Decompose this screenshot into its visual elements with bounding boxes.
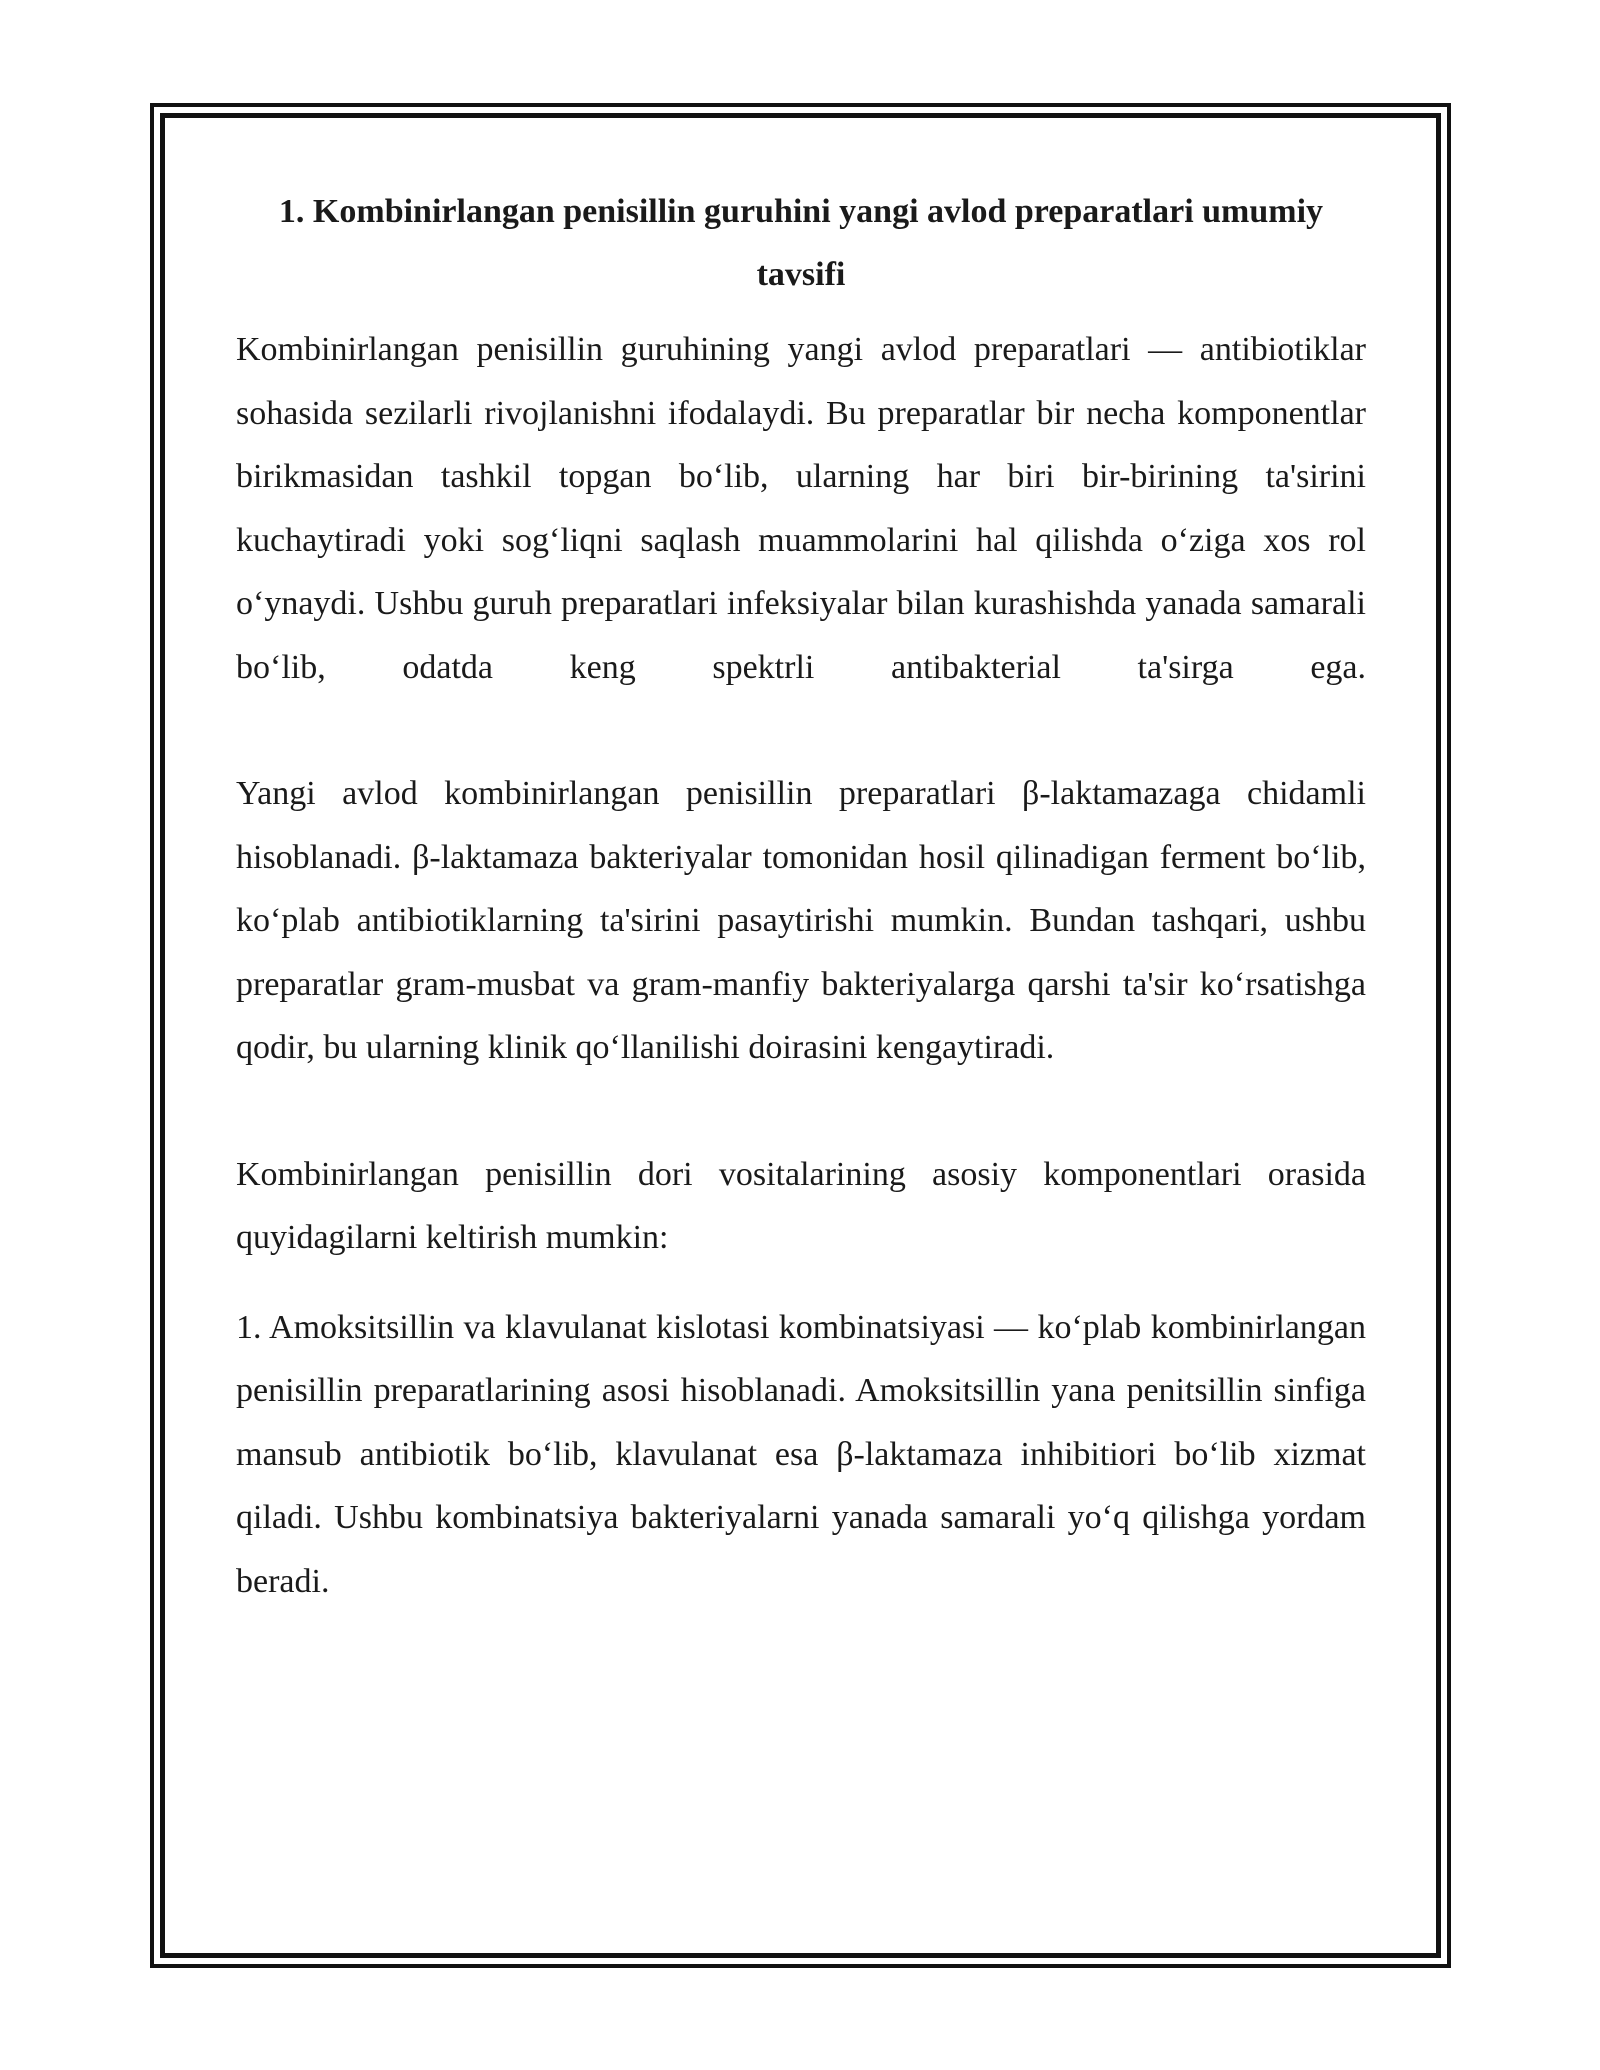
list-item-amoxicillin: 1. Amoksitsillin va klavulanat kislotasi kombinatsiyasi — ko‘plab kombinirlangan penisillin preparatlarining asosi hisoblanadi. Amoksitsillin yana penitsillin sinfiga mansub antibiotik bo‘lib, klavulanat esa β-laktamaza inhibitiori bo‘lib xizmat qiladi. Ushbu kombinatsiya bakteriyalarni yanada samarali yo‘q qilishga yordam beradi. [236,1308,1366,1600]
document-title: 1. Kombinirlangan penisillin guruhini yangi avlod preparatlari umumiy tavsifi [278,193,1324,293]
paragraph-spacer [236,699,1366,762]
paragraph-components-intro: Kombinirlangan penisillin dori vositalarining asosiy komponentlari orasida quyidagilarni keltirish mumkin: [236,1155,1366,1256]
paragraph-spacer [236,1270,1366,1296]
paragraph-spacer [236,1080,1366,1143]
document-body [236,180,1366,1613]
paragraph-beta-lactamase: Yangi avlod kombinirlangan penisillin preparatlari β-laktamazaga chidamli hisoblanadi. β-laktamaza bakteriyalar tomonidan hosil qilinadigan ferment bo‘lib, ko‘plab antibiotiklarning ta'sirini pasaytirishi mumkin. Bundan tashqari, ushbu preparatlar gram-musbat va gram-manfiy bakteriyalarga qarshi ta'sir ko‘rsatishga qodir, bu ularning klinik qo‘llanilishi doirasini kengaytiradi. [236,775,1366,1066]
paragraph-intro: Kombinirlangan penisillin guruhining yangi avlod preparatlari — antibiotiklar sohasida sezilarli rivojlanishni ifodalaydi. Bu preparatlar bir necha komponentlar birikmasidan tashkil topgan bo‘lib, ularning har biri bir-birining ta'sirini kuchaytiradi yoki sog‘liqni saqlash muammolarini hal qilishda o‘ziga xos rol o‘ynaydi. Ushbu guruh preparatlari infeksiyalar bilan kurashishda yanada samarali bo‘lib, odatda keng spektrli antibakterial ta'sirga ega. [236,331,1366,686]
